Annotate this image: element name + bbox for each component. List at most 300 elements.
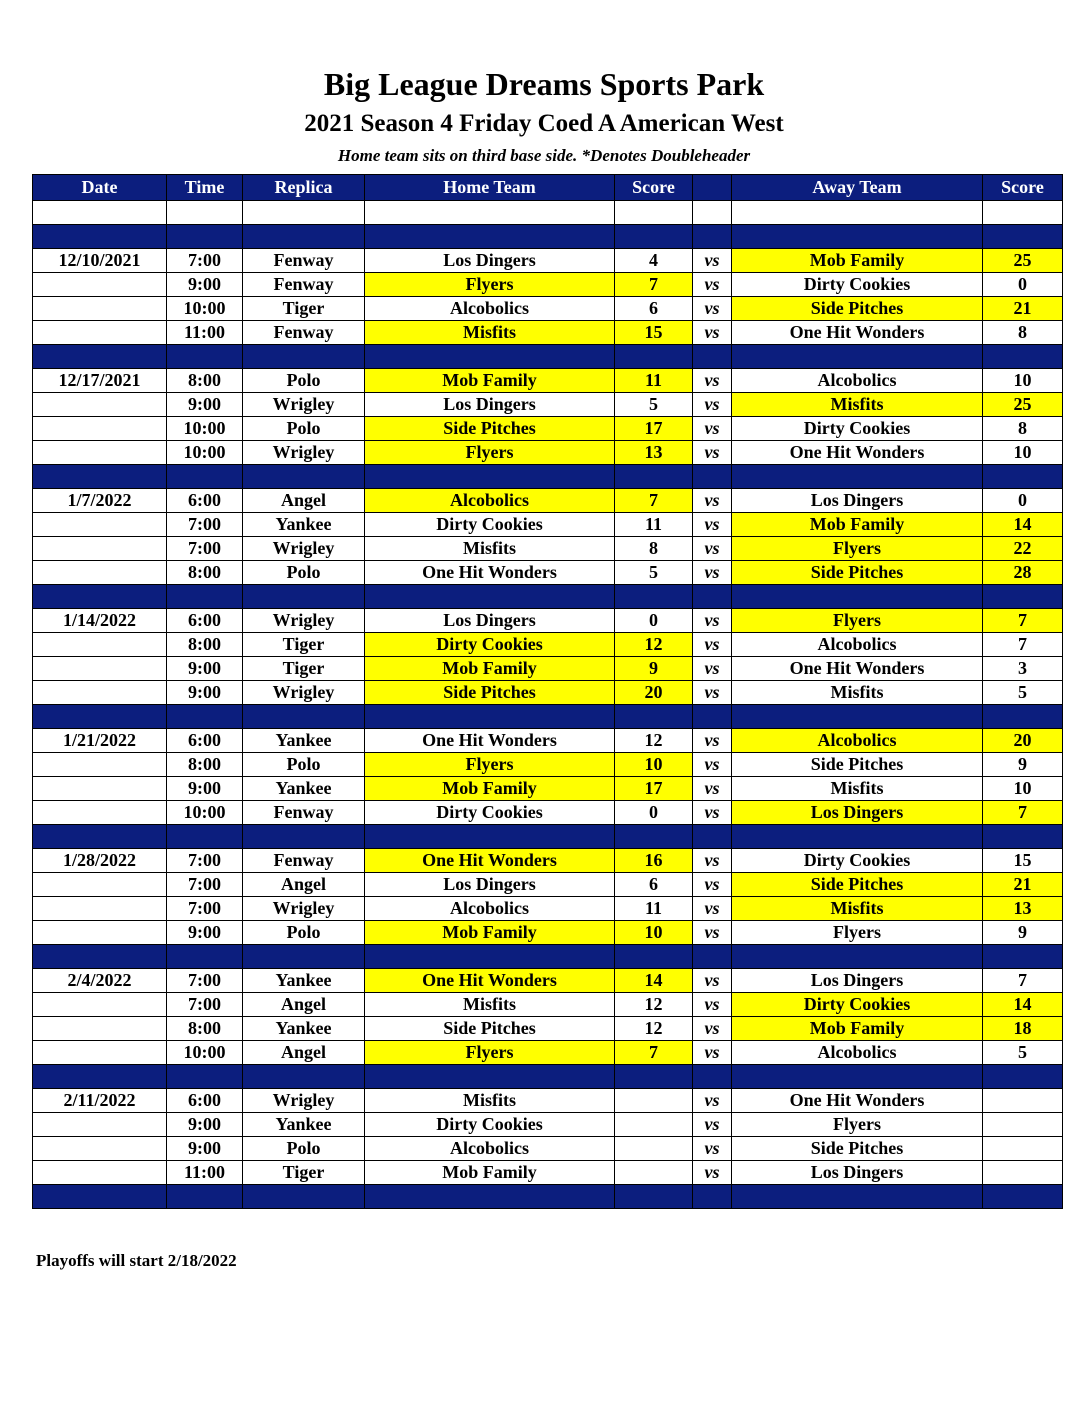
separator-cell [693,345,732,369]
away-score-cell [983,1089,1063,1113]
date-cell: 1/7/2022 [33,489,167,513]
away-score-cell: 7 [983,801,1063,825]
away-team-cell: Flyers [732,921,983,945]
vs-cell: vs [693,993,732,1017]
blank-cell [167,201,243,225]
separator-cell [243,1185,365,1209]
home-team-cell: Misfits [365,1089,615,1113]
game-row [33,249,1063,273]
away-score-cell: 7 [983,969,1063,993]
away-team-cell: Dirty Cookies [732,417,983,441]
time-cell: 7:00 [167,897,243,921]
separator-cell [732,1065,983,1089]
separator-cell [732,225,983,249]
game-row [33,1041,1063,1065]
vs-cell: vs [693,681,732,705]
home-team-cell: Mob Family [365,777,615,801]
separator-cell [167,465,243,489]
home-team-cell: Dirty Cookies [365,801,615,825]
away-team-cell: Los Dingers [732,489,983,513]
game-row [33,609,1063,633]
game-row [33,1089,1063,1113]
home-score-cell: 17 [615,777,693,801]
home-score-cell: 12 [615,633,693,657]
away-score-cell: 0 [983,273,1063,297]
time-cell: 8:00 [167,753,243,777]
game-row [33,777,1063,801]
game-row [33,633,1063,657]
away-score-cell: 21 [983,873,1063,897]
away-score-cell: 14 [983,993,1063,1017]
home-team-cell: Alcobolics [365,489,615,513]
home-team-cell: Side Pitches [365,1017,615,1041]
date-cell [33,777,167,801]
separator-cell [243,945,365,969]
home-score-cell: 20 [615,681,693,705]
game-row [33,1113,1063,1137]
date-cell: 1/28/2022 [33,849,167,873]
separator-cell [693,225,732,249]
time-cell: 6:00 [167,1089,243,1113]
vs-cell: vs [693,537,732,561]
game-row [33,393,1063,417]
week-separator-row [33,225,1063,249]
date-cell [33,1017,167,1041]
separator-cell [167,825,243,849]
home-team-cell: Mob Family [365,921,615,945]
game-row [33,369,1063,393]
separator-cell [167,945,243,969]
game-row [33,417,1063,441]
replica-cell: Polo [243,753,365,777]
date-cell [33,1161,167,1185]
time-cell: 8:00 [167,369,243,393]
away-team-cell: One Hit Wonders [732,657,983,681]
vs-cell: vs [693,801,732,825]
vs-cell: vs [693,273,732,297]
replica-cell: Fenway [243,849,365,873]
vs-cell: vs [693,513,732,537]
date-cell [33,1041,167,1065]
separator-cell [33,945,167,969]
home-score-cell: 12 [615,993,693,1017]
home-team-cell: Flyers [365,441,615,465]
separator-cell [615,825,693,849]
vs-cell: vs [693,753,732,777]
blank-cell [365,201,615,225]
game-row [33,489,1063,513]
away-team-cell: Side Pitches [732,297,983,321]
replica-cell: Tiger [243,657,365,681]
separator-cell [615,1185,693,1209]
away-team-cell: Los Dingers [732,969,983,993]
home-score-cell: 11 [615,369,693,393]
away-team-cell: Mob Family [732,513,983,537]
game-row [33,513,1063,537]
replica-cell: Wrigley [243,609,365,633]
blank-cell [693,201,732,225]
separator-cell [693,705,732,729]
separator-cell [365,465,615,489]
replica-cell: Yankee [243,729,365,753]
vs-cell: vs [693,873,732,897]
separator-cell [615,225,693,249]
separator-cell [33,1065,167,1089]
game-row [33,849,1063,873]
separator-cell [365,705,615,729]
page-subtitle: 2021 Season 4 Friday Coed A American West [304,110,784,137]
home-score-cell: 11 [615,513,693,537]
separator-cell [33,225,167,249]
date-cell [33,513,167,537]
time-cell: 8:00 [167,561,243,585]
header-row [33,175,1063,201]
blank-cell [983,201,1063,225]
away-team-cell: One Hit Wonders [732,1089,983,1113]
away-team-cell: Misfits [732,777,983,801]
week-separator-row [33,945,1063,969]
replica-cell: Fenway [243,273,365,297]
separator-cell [365,1185,615,1209]
time-cell: 9:00 [167,777,243,801]
away-team-cell: Side Pitches [732,1137,983,1161]
separator-cell [167,1065,243,1089]
home-team-cell: One Hit Wonders [365,729,615,753]
away-team-cell: Side Pitches [732,753,983,777]
week-separator-row [33,705,1063,729]
time-cell: 7:00 [167,249,243,273]
separator-cell [983,585,1063,609]
replica-cell: Yankee [243,969,365,993]
time-cell: 9:00 [167,657,243,681]
separator-cell [615,465,693,489]
replica-cell: Yankee [243,1113,365,1137]
separator-cell [167,585,243,609]
vs-cell: vs [693,297,732,321]
separator-cell [693,1185,732,1209]
replica-cell: Polo [243,369,365,393]
away-team-cell: Flyers [732,609,983,633]
away-score-cell: 21 [983,297,1063,321]
separator-cell [693,585,732,609]
home-team-cell: Side Pitches [365,417,615,441]
vs-cell: vs [693,1041,732,1065]
schedule-body [33,201,1063,1209]
date-cell [33,537,167,561]
away-team-cell: Dirty Cookies [732,993,983,1017]
replica-cell: Wrigley [243,393,365,417]
home-score-cell [615,1089,693,1113]
separator-cell [365,945,615,969]
separator-cell [167,225,243,249]
separator-cell [615,1065,693,1089]
separator-cell [983,1185,1063,1209]
vs-cell: vs [693,609,732,633]
time-cell: 8:00 [167,1017,243,1041]
away-score-cell: 20 [983,729,1063,753]
game-row [33,753,1063,777]
vs-cell: vs [693,897,732,921]
game-row [33,561,1063,585]
away-score-cell: 15 [983,849,1063,873]
blank-cell [243,201,365,225]
replica-cell: Wrigley [243,441,365,465]
home-score-cell: 11 [615,897,693,921]
date-cell [33,681,167,705]
home-team-cell: Misfits [365,993,615,1017]
week-separator-row [33,465,1063,489]
away-score-cell: 5 [983,1041,1063,1065]
home-team-cell: Los Dingers [365,609,615,633]
home-score-cell: 10 [615,921,693,945]
away-score-cell: 5 [983,681,1063,705]
separator-cell [732,825,983,849]
time-cell: 9:00 [167,921,243,945]
replica-cell: Fenway [243,249,365,273]
separator-cell [983,705,1063,729]
separator-cell [243,825,365,849]
game-row [33,681,1063,705]
separator-cell [243,705,365,729]
home-score-cell: 13 [615,441,693,465]
away-score-cell: 0 [983,489,1063,513]
game-row [33,921,1063,945]
game-row [33,321,1063,345]
home-team-cell: Alcobolics [365,1137,615,1161]
away-score-cell: 8 [983,321,1063,345]
separator-cell [615,945,693,969]
home-team-cell: Alcobolics [365,297,615,321]
time-cell: 9:00 [167,273,243,297]
blank-cell [33,201,167,225]
time-cell: 10:00 [167,297,243,321]
vs-cell: vs [693,1017,732,1041]
date-cell [33,633,167,657]
date-cell [33,441,167,465]
date-cell [33,1113,167,1137]
date-cell [33,297,167,321]
away-team-cell: Misfits [732,681,983,705]
away-score-cell: 7 [983,609,1063,633]
home-team-cell: Flyers [365,753,615,777]
home-team-cell: Misfits [365,537,615,561]
away-team-cell: Mob Family [732,249,983,273]
home-team-cell: Mob Family [365,657,615,681]
date-cell: 12/17/2021 [33,369,167,393]
away-team-cell: One Hit Wonders [732,321,983,345]
schedule-table [32,174,1063,1209]
replica-cell: Angel [243,993,365,1017]
away-team-cell: Alcobolics [732,1041,983,1065]
home-score-cell: 0 [615,609,693,633]
separator-cell [167,705,243,729]
date-cell [33,897,167,921]
vs-cell: vs [693,1161,732,1185]
away-team-cell: Los Dingers [732,801,983,825]
replica-cell: Wrigley [243,1089,365,1113]
replica-cell: Polo [243,1137,365,1161]
home-team-cell: One Hit Wonders [365,969,615,993]
time-cell: 7:00 [167,969,243,993]
separator-cell [365,585,615,609]
game-row [33,873,1063,897]
separator-cell [693,945,732,969]
vs-cell: vs [693,249,732,273]
time-cell: 6:00 [167,609,243,633]
away-team-cell: Misfits [732,897,983,921]
date-cell [33,801,167,825]
vs-cell: vs [693,777,732,801]
time-cell: 6:00 [167,729,243,753]
replica-cell: Wrigley [243,537,365,561]
away-score-cell: 8 [983,417,1063,441]
separator-cell [365,345,615,369]
replica-cell: Angel [243,1041,365,1065]
separator-cell [983,945,1063,969]
home-score-cell: 17 [615,417,693,441]
time-cell: 7:00 [167,513,243,537]
col-header-home-score: Score [615,175,693,201]
vs-cell: vs [693,1113,732,1137]
away-team-cell: Mob Family [732,1017,983,1041]
game-row [33,1137,1063,1161]
separator-cell [33,465,167,489]
blank-cell [615,201,693,225]
time-cell: 9:00 [167,393,243,417]
home-score-cell: 8 [615,537,693,561]
home-team-cell: Flyers [365,273,615,297]
away-team-cell: One Hit Wonders [732,441,983,465]
date-cell: 2/11/2022 [33,1089,167,1113]
separator-cell [33,585,167,609]
home-score-cell: 5 [615,561,693,585]
separator-cell [243,585,365,609]
game-row [33,297,1063,321]
vs-cell: vs [693,369,732,393]
away-score-cell: 14 [983,513,1063,537]
away-score-cell [983,1113,1063,1137]
date-cell [33,393,167,417]
date-cell: 2/4/2022 [33,969,167,993]
col-header-home-team: Home Team [365,175,615,201]
home-team-cell: Los Dingers [365,393,615,417]
away-score-cell: 22 [983,537,1063,561]
away-team-cell: Side Pitches [732,873,983,897]
game-row [33,993,1063,1017]
away-score-cell [983,1161,1063,1185]
away-score-cell: 9 [983,921,1063,945]
home-team-cell: Dirty Cookies [365,1113,615,1137]
separator-cell [693,1065,732,1089]
date-cell [33,921,167,945]
home-score-cell: 15 [615,321,693,345]
time-cell: 10:00 [167,1041,243,1065]
replica-cell: Tiger [243,633,365,657]
away-score-cell: 9 [983,753,1063,777]
vs-cell: vs [693,1137,732,1161]
home-team-cell: Mob Family [365,1161,615,1185]
col-header-vs [693,175,732,201]
separator-cell [243,345,365,369]
home-team-cell: Mob Family [365,369,615,393]
replica-cell: Angel [243,489,365,513]
home-team-cell: Flyers [365,1041,615,1065]
away-team-cell: Flyers [732,537,983,561]
time-cell: 10:00 [167,801,243,825]
separator-cell [732,345,983,369]
date-cell [33,657,167,681]
home-score-cell: 12 [615,729,693,753]
separator-cell [365,1065,615,1089]
date-cell [33,993,167,1017]
date-cell [33,321,167,345]
replica-cell: Fenway [243,321,365,345]
time-cell: 10:00 [167,417,243,441]
separator-cell [243,1065,365,1089]
vs-cell: vs [693,921,732,945]
away-team-cell: Los Dingers [732,1161,983,1185]
away-score-cell: 10 [983,441,1063,465]
week-separator-row [33,825,1063,849]
separator-cell [732,945,983,969]
home-score-cell [615,1113,693,1137]
separator-cell [732,1185,983,1209]
vs-cell: vs [693,561,732,585]
separator-cell [732,585,983,609]
time-cell: 8:00 [167,633,243,657]
home-team-cell: Dirty Cookies [365,633,615,657]
home-score-cell: 7 [615,489,693,513]
vs-cell: vs [693,969,732,993]
separator-cell [167,345,243,369]
home-score-cell: 0 [615,801,693,825]
vs-cell: vs [693,489,732,513]
blank-row [33,201,1063,225]
vs-cell: vs [693,633,732,657]
away-team-cell: Flyers [732,1113,983,1137]
away-team-cell: Alcobolics [732,633,983,657]
time-cell: 9:00 [167,1137,243,1161]
away-score-cell: 13 [983,897,1063,921]
away-team-cell: Side Pitches [732,561,983,585]
blank-cell [732,201,983,225]
vs-cell: vs [693,441,732,465]
home-score-cell [615,1137,693,1161]
game-row [33,1017,1063,1041]
game-row [33,897,1063,921]
home-team-cell: Los Dingers [365,249,615,273]
date-cell [33,1137,167,1161]
game-row [33,657,1063,681]
separator-cell [243,225,365,249]
separator-cell [33,825,167,849]
replica-cell: Yankee [243,513,365,537]
home-team-cell: Dirty Cookies [365,513,615,537]
separator-cell [615,345,693,369]
game-row [33,273,1063,297]
home-score-cell [615,1161,693,1185]
away-score-cell: 25 [983,249,1063,273]
replica-cell: Yankee [243,777,365,801]
replica-cell: Yankee [243,1017,365,1041]
game-row [33,969,1063,993]
game-row [33,441,1063,465]
separator-cell [983,465,1063,489]
away-score-cell: 28 [983,561,1063,585]
replica-cell: Angel [243,873,365,897]
separator-cell [983,825,1063,849]
away-score-cell: 18 [983,1017,1063,1041]
